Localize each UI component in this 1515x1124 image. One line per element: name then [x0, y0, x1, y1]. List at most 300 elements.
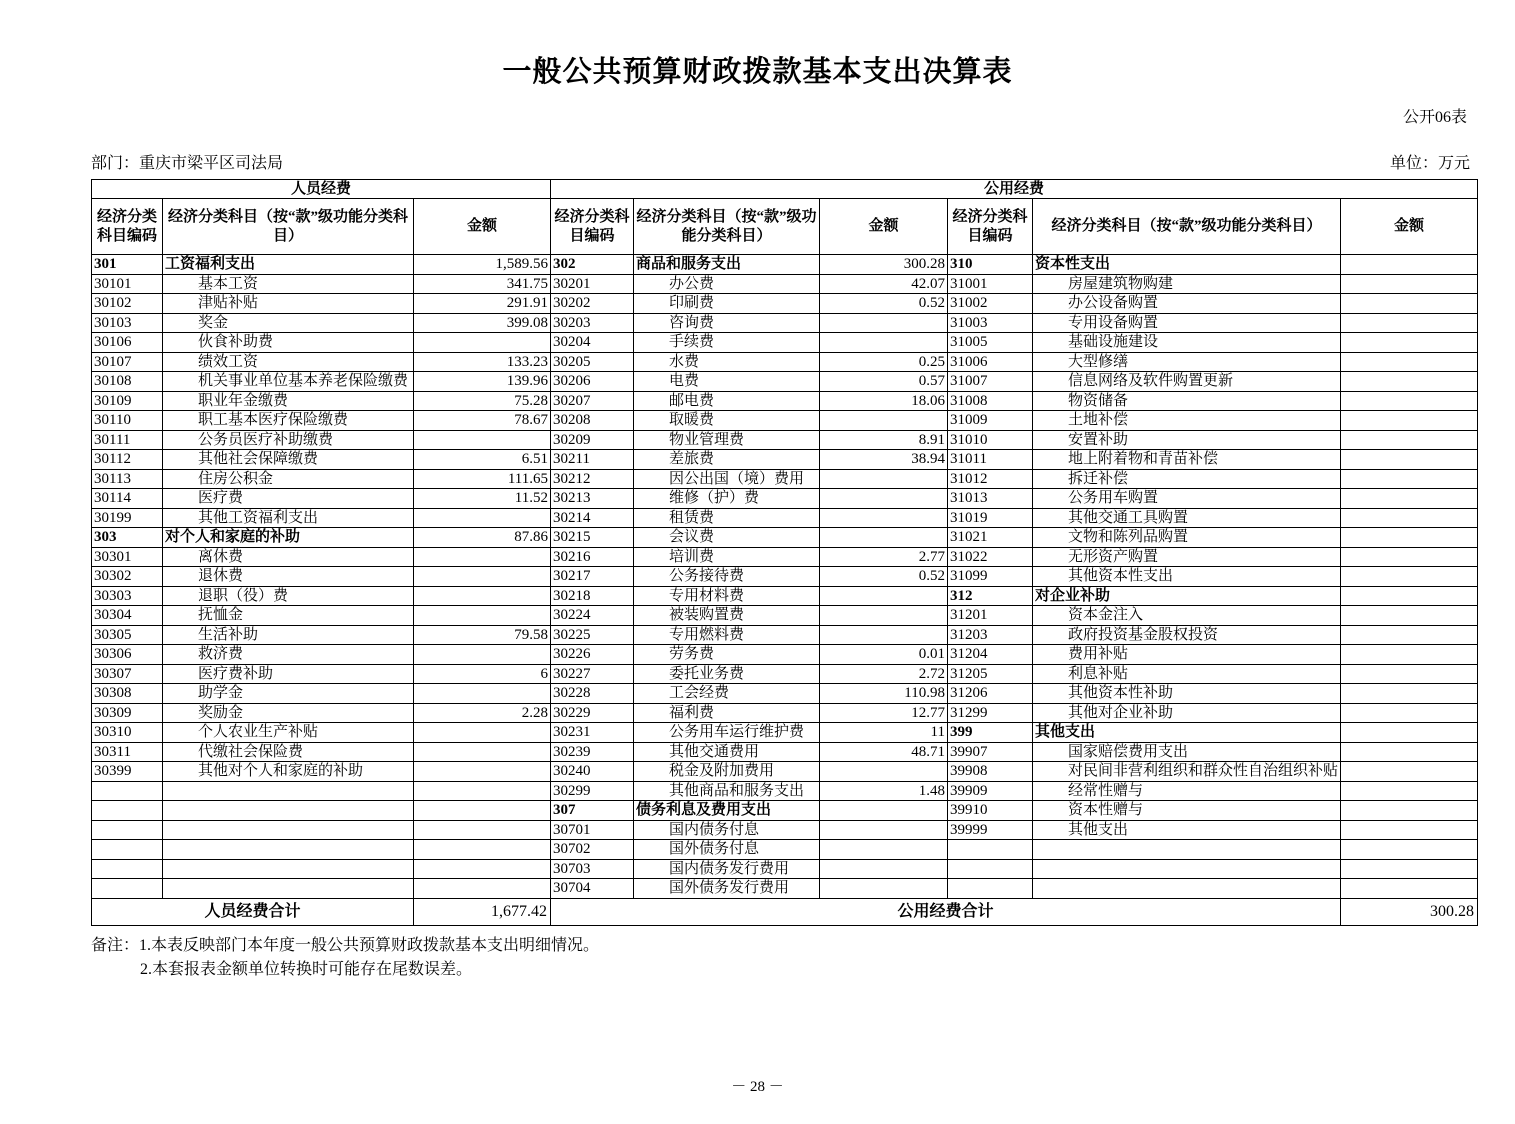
code-cell: 39909 — [948, 781, 1033, 801]
amount-cell: 2.72 — [820, 664, 948, 684]
subject-cell: 咨询费 — [634, 313, 820, 333]
code-cell: 30108 — [92, 372, 163, 392]
subject-cell: 工会经费 — [634, 684, 820, 704]
amount-cell: 48.71 — [820, 742, 948, 762]
code-cell: 30228 — [551, 684, 634, 704]
amount-cell — [414, 645, 551, 665]
subject-cell: 其他资本性支出 — [1033, 567, 1341, 587]
code-cell: 30201 — [551, 274, 634, 294]
code-cell: 30218 — [551, 586, 634, 606]
subject-cell — [163, 781, 414, 801]
code-cell: 31001 — [948, 274, 1033, 294]
amount-cell: 1,589.56 — [414, 255, 551, 275]
code-cell: 31002 — [948, 294, 1033, 314]
code-header: 经济分类科目编码 — [948, 199, 1033, 255]
code-cell: 30207 — [551, 391, 634, 411]
code-cell: 30199 — [92, 508, 163, 528]
table-row — [92, 372, 1478, 392]
subject-cell: 信息网络及软件购置更新 — [1033, 372, 1341, 392]
subject-cell: 医疗费补助 — [163, 664, 414, 684]
subject-cell: 土地补偿 — [1033, 411, 1341, 431]
amount-cell — [1341, 859, 1478, 879]
amount-cell: 139.96 — [414, 372, 551, 392]
subject-cell: 费用补贴 — [1033, 645, 1341, 665]
amount-header: 金额 — [820, 199, 948, 255]
amount-cell: 1.48 — [820, 781, 948, 801]
subject-cell: 其他工资福利支出 — [163, 508, 414, 528]
amount-cell — [1341, 411, 1478, 431]
subject-cell: 对民间非营利组织和群众性自治组织补贴 — [1033, 762, 1341, 782]
amount-cell — [1341, 762, 1478, 782]
amount-cell: 38.94 — [820, 450, 948, 470]
subject-cell: 取暖费 — [634, 411, 820, 431]
code-cell: 30202 — [551, 294, 634, 314]
table-row — [92, 352, 1478, 372]
subject-cell: 国内债务付息 — [634, 820, 820, 840]
table-row — [92, 333, 1478, 353]
code-cell — [92, 840, 163, 860]
amount-cell: 42.07 — [820, 274, 948, 294]
table-row — [92, 469, 1478, 489]
amount-cell — [1341, 625, 1478, 645]
code-cell: 30307 — [92, 664, 163, 684]
amount-cell — [820, 489, 948, 509]
code-cell: 31006 — [948, 352, 1033, 372]
code-cell: 31011 — [948, 450, 1033, 470]
code-cell: 30301 — [92, 547, 163, 567]
subject-cell: 经常性赠与 — [1033, 781, 1341, 801]
code-cell — [948, 879, 1033, 899]
subject-cell: 住房公积金 — [163, 469, 414, 489]
notes-line-2: 2.本套报表金额单位转换时可能存在尾数误差。 — [140, 960, 473, 978]
amount-cell: 2.28 — [414, 703, 551, 723]
code-cell: 302 — [551, 255, 634, 275]
amount-cell — [820, 469, 948, 489]
code-cell: 31010 — [948, 430, 1033, 450]
table-row — [92, 859, 1478, 879]
subject-cell: 税金及附加费用 — [634, 762, 820, 782]
amount-cell — [1341, 684, 1478, 704]
subject-cell — [163, 879, 414, 899]
code-cell — [92, 801, 163, 821]
code-cell: 30399 — [92, 762, 163, 782]
code-cell: 30231 — [551, 723, 634, 743]
code-cell: 30214 — [551, 508, 634, 528]
code-cell: 30302 — [92, 567, 163, 587]
amount-cell: 133.23 — [414, 352, 551, 372]
code-cell: 30311 — [92, 742, 163, 762]
code-cell: 31007 — [948, 372, 1033, 392]
subject-cell: 手续费 — [634, 333, 820, 353]
table-row — [92, 820, 1478, 840]
amount-cell — [1341, 742, 1478, 762]
subject-cell: 伙食补助费 — [163, 333, 414, 353]
code-cell: 31009 — [948, 411, 1033, 431]
amount-cell: 87.86 — [414, 528, 551, 548]
table-row — [92, 742, 1478, 762]
subject-cell: 公务用车运行维护费 — [634, 723, 820, 743]
code-cell: 31005 — [948, 333, 1033, 353]
code-cell: 30704 — [551, 879, 634, 899]
subject-cell: 债务利息及费用支出 — [634, 801, 820, 821]
code-cell: 30114 — [92, 489, 163, 509]
code-cell — [92, 781, 163, 801]
code-cell: 30204 — [551, 333, 634, 353]
subject-cell: 委托业务费 — [634, 664, 820, 684]
code-cell: 30299 — [551, 781, 634, 801]
amount-cell — [820, 313, 948, 333]
unit-label: 单位：万元 — [1389, 155, 1470, 172]
code-cell — [948, 859, 1033, 879]
amount-cell — [1341, 508, 1478, 528]
code-cell: 30205 — [551, 352, 634, 372]
amount-cell — [414, 606, 551, 626]
amount-cell — [414, 781, 551, 801]
table-row — [92, 294, 1478, 314]
subject-cell: 办公设备购置 — [1033, 294, 1341, 314]
code-cell: 30203 — [551, 313, 634, 333]
table-row — [92, 801, 1478, 821]
subject-cell: 职工基本医疗保险缴费 — [163, 411, 414, 431]
subject-cell: 职业年金缴费 — [163, 391, 414, 411]
table-row — [92, 411, 1478, 431]
amount-cell — [1341, 664, 1478, 684]
code-cell: 30306 — [92, 645, 163, 665]
subject-cell — [1033, 859, 1341, 879]
subject-cell: 其他支出 — [1033, 723, 1341, 743]
subject-cell: 公务员医疗补助缴费 — [163, 430, 414, 450]
code-cell: 30110 — [92, 411, 163, 431]
subject-header: 经济分类科目（按“款”级功能分类科目） — [634, 199, 820, 255]
table-row — [92, 450, 1478, 470]
amount-cell — [414, 820, 551, 840]
code-cell: 30224 — [551, 606, 634, 626]
amount-cell: 0.57 — [820, 372, 948, 392]
code-cell: 30216 — [551, 547, 634, 567]
amount-cell — [1341, 567, 1478, 587]
subject-cell: 其他支出 — [1033, 820, 1341, 840]
subject-cell: 绩效工资 — [163, 352, 414, 372]
amount-cell — [414, 801, 551, 821]
code-cell: 30107 — [92, 352, 163, 372]
table-row — [92, 586, 1478, 606]
code-cell: 39907 — [948, 742, 1033, 762]
table-row — [92, 567, 1478, 587]
subject-cell: 差旅费 — [634, 450, 820, 470]
code-cell: 307 — [551, 801, 634, 821]
group-header-public: 公用经费 — [551, 180, 1478, 199]
amount-cell: 0.52 — [820, 567, 948, 587]
amount-cell — [820, 840, 948, 860]
subject-cell — [163, 859, 414, 879]
table-row — [92, 703, 1478, 723]
subject-cell: 地上附着物和青苗补偿 — [1033, 450, 1341, 470]
amount-cell: 11 — [820, 723, 948, 743]
table-code-label: 公开06表 — [1402, 109, 1467, 126]
subject-cell: 物资储备 — [1033, 391, 1341, 411]
subject-cell — [1033, 879, 1341, 899]
code-cell: 30102 — [92, 294, 163, 314]
code-cell: 30304 — [92, 606, 163, 626]
amount-cell: 79.58 — [414, 625, 551, 645]
subject-cell: 医疗费 — [163, 489, 414, 509]
subject-cell: 资本性赠与 — [1033, 801, 1341, 821]
subject-cell: 国内债务发行费用 — [634, 859, 820, 879]
amount-cell — [1341, 430, 1478, 450]
amount-cell — [1341, 645, 1478, 665]
subject-cell: 印刷费 — [634, 294, 820, 314]
amount-header: 金额 — [414, 199, 551, 255]
amount-cell — [1341, 703, 1478, 723]
subject-cell: 电费 — [634, 372, 820, 392]
subject-cell: 助学金 — [163, 684, 414, 704]
code-cell — [92, 879, 163, 899]
amount-cell — [414, 840, 551, 860]
amount-cell — [414, 723, 551, 743]
table-body — [92, 255, 1478, 899]
amount-cell — [820, 859, 948, 879]
subject-cell: 水费 — [634, 352, 820, 372]
subject-cell: 个人农业生产补贴 — [163, 723, 414, 743]
amount-cell — [414, 430, 551, 450]
amount-cell: 11.52 — [414, 489, 551, 509]
table-row — [92, 430, 1478, 450]
code-cell: 31022 — [948, 547, 1033, 567]
amount-cell: 399.08 — [414, 313, 551, 333]
notes-line-1: 备注：1.本表反映部门本年度一般公共预算财政拨款基本支出明细情况。 — [91, 936, 600, 954]
amount-cell: 2.77 — [820, 547, 948, 567]
code-cell: 310 — [948, 255, 1033, 275]
code-cell: 39908 — [948, 762, 1033, 782]
group-header-personnel: 人员经费 — [92, 180, 551, 199]
code-cell: 31019 — [948, 508, 1033, 528]
table-row — [92, 313, 1478, 333]
subject-cell: 办公费 — [634, 274, 820, 294]
amount-cell: 0.01 — [820, 645, 948, 665]
page-number: － 28 － — [731, 1079, 784, 1095]
subject-cell: 奖金 — [163, 313, 414, 333]
public-total-label: 公用经费合计 — [551, 898, 1341, 925]
amount-cell — [820, 606, 948, 626]
code-cell: 399 — [948, 723, 1033, 743]
amount-cell — [414, 742, 551, 762]
amount-cell — [414, 508, 551, 528]
subject-cell: 培训费 — [634, 547, 820, 567]
subject-cell: 国家赔偿费用支出 — [1033, 742, 1341, 762]
amount-cell — [820, 820, 948, 840]
amount-cell: 6 — [414, 664, 551, 684]
subject-cell: 其他交通工具购置 — [1033, 508, 1341, 528]
amount-cell — [414, 567, 551, 587]
amount-cell — [1341, 586, 1478, 606]
code-cell: 30111 — [92, 430, 163, 450]
subject-cell: 会议费 — [634, 528, 820, 548]
code-cell: 30211 — [551, 450, 634, 470]
code-cell: 30701 — [551, 820, 634, 840]
table-row — [92, 879, 1478, 899]
subject-cell: 救济费 — [163, 645, 414, 665]
amount-cell — [820, 411, 948, 431]
code-cell: 30209 — [551, 430, 634, 450]
code-cell: 39999 — [948, 820, 1033, 840]
code-cell: 30225 — [551, 625, 634, 645]
amount-cell — [1341, 801, 1478, 821]
code-cell: 30208 — [551, 411, 634, 431]
table-row — [92, 508, 1478, 528]
amount-cell — [1341, 372, 1478, 392]
code-header: 经济分类科目编码 — [92, 199, 163, 255]
code-cell — [92, 859, 163, 879]
table-row — [92, 489, 1478, 509]
amount-cell — [820, 333, 948, 353]
table-row — [92, 606, 1478, 626]
subject-cell: 工资福利支出 — [163, 255, 414, 275]
subject-cell: 对企业补助 — [1033, 586, 1341, 606]
personnel-total-label: 人员经费合计 — [92, 898, 414, 925]
code-cell: 30702 — [551, 840, 634, 860]
subject-cell: 拆迁补偿 — [1033, 469, 1341, 489]
table-row — [92, 723, 1478, 743]
total-row — [92, 898, 1478, 925]
code-cell: 31206 — [948, 684, 1033, 704]
subject-cell: 物业管理费 — [634, 430, 820, 450]
code-cell: 30206 — [551, 372, 634, 392]
amount-cell: 110.98 — [820, 684, 948, 704]
table-row — [92, 684, 1478, 704]
amount-cell: 0.25 — [820, 352, 948, 372]
subject-cell: 对个人和家庭的补助 — [163, 528, 414, 548]
code-cell: 30101 — [92, 274, 163, 294]
code-cell: 39910 — [948, 801, 1033, 821]
amount-cell: 111.65 — [414, 469, 551, 489]
subject-cell: 退职（役）费 — [163, 586, 414, 606]
subject-cell — [1033, 840, 1341, 860]
code-cell: 31013 — [948, 489, 1033, 509]
code-cell: 30226 — [551, 645, 634, 665]
amount-cell — [1341, 840, 1478, 860]
code-cell: 31205 — [948, 664, 1033, 684]
code-cell: 30106 — [92, 333, 163, 353]
code-cell: 31299 — [948, 703, 1033, 723]
code-cell: 31204 — [948, 645, 1033, 665]
code-cell: 30113 — [92, 469, 163, 489]
subject-cell: 资本金注入 — [1033, 606, 1341, 626]
code-cell: 30109 — [92, 391, 163, 411]
code-cell: 30308 — [92, 684, 163, 704]
subject-cell: 其他对个人和家庭的补助 — [163, 762, 414, 782]
amount-cell: 12.77 — [820, 703, 948, 723]
code-cell: 30227 — [551, 664, 634, 684]
subject-cell: 退休费 — [163, 567, 414, 587]
code-cell: 31203 — [948, 625, 1033, 645]
notes — [91, 934, 1515, 982]
amount-cell — [1341, 723, 1478, 743]
amount-cell — [414, 333, 551, 353]
subject-cell: 其他交通费用 — [634, 742, 820, 762]
subject-cell: 房屋建筑物购建 — [1033, 274, 1341, 294]
amount-cell — [414, 586, 551, 606]
table-row — [92, 645, 1478, 665]
subject-cell: 国外债务发行费用 — [634, 879, 820, 899]
subject-cell: 资本性支出 — [1033, 255, 1341, 275]
code-cell: 30703 — [551, 859, 634, 879]
subject-cell: 代缴社会保险费 — [163, 742, 414, 762]
subject-cell: 其他对企业补助 — [1033, 703, 1341, 723]
subject-cell: 其他商品和服务支出 — [634, 781, 820, 801]
subject-cell: 其他社会保障缴费 — [163, 450, 414, 470]
amount-cell — [820, 801, 948, 821]
table-row — [92, 781, 1478, 801]
subject-cell: 基本工资 — [163, 274, 414, 294]
amount-cell: 6.51 — [414, 450, 551, 470]
amount-cell — [1341, 450, 1478, 470]
code-cell: 30217 — [551, 567, 634, 587]
amount-cell: 300.28 — [820, 255, 948, 275]
amount-cell — [414, 879, 551, 899]
amount-cell — [1341, 352, 1478, 372]
personnel-total-value: 1,677.42 — [414, 898, 551, 925]
amount-cell: 0.52 — [820, 294, 948, 314]
table-row — [92, 528, 1478, 548]
code-cell: 31008 — [948, 391, 1033, 411]
subject-cell: 租赁费 — [634, 508, 820, 528]
amount-cell — [820, 879, 948, 899]
amount-cell — [1341, 333, 1478, 353]
amount-cell — [414, 547, 551, 567]
page-title: 一般公共预算财政拨款基本支出决算表 — [502, 56, 1013, 88]
code-cell: 30215 — [551, 528, 634, 548]
code-cell: 30239 — [551, 742, 634, 762]
subject-header: 经济分类科目（按“款”级功能分类科目） — [1033, 199, 1341, 255]
table-row — [92, 762, 1478, 782]
subject-cell: 被装购置费 — [634, 606, 820, 626]
subject-cell: 维修（护）费 — [634, 489, 820, 509]
table-row — [92, 391, 1478, 411]
table-row — [92, 625, 1478, 645]
amount-cell — [820, 508, 948, 528]
table-row — [92, 274, 1478, 294]
subject-cell: 专用设备购置 — [1033, 313, 1341, 333]
subject-cell — [163, 801, 414, 821]
amount-cell — [414, 859, 551, 879]
subject-cell: 专用材料费 — [634, 586, 820, 606]
amount-cell — [1341, 489, 1478, 509]
code-cell: 312 — [948, 586, 1033, 606]
code-cell: 31021 — [948, 528, 1033, 548]
table-row — [92, 664, 1478, 684]
code-cell: 30212 — [551, 469, 634, 489]
subject-cell: 无形资产购置 — [1033, 547, 1341, 567]
amount-cell — [1341, 274, 1478, 294]
code-cell: 30213 — [551, 489, 634, 509]
subject-cell: 因公出国（境）费用 — [634, 469, 820, 489]
amount-cell — [1341, 469, 1478, 489]
amount-cell — [820, 625, 948, 645]
budget-table — [91, 179, 1478, 926]
amount-cell — [414, 762, 551, 782]
code-cell: 301 — [92, 255, 163, 275]
amount-cell — [1341, 879, 1478, 899]
amount-cell: 341.75 — [414, 274, 551, 294]
amount-cell — [820, 586, 948, 606]
code-header: 经济分类科目编码 — [551, 199, 634, 255]
amount-cell — [1341, 313, 1478, 333]
code-cell: 31201 — [948, 606, 1033, 626]
subject-cell: 政府投资基金股权投资 — [1033, 625, 1341, 645]
code-cell: 31003 — [948, 313, 1033, 333]
amount-cell — [1341, 781, 1478, 801]
subject-cell: 利息补贴 — [1033, 664, 1341, 684]
